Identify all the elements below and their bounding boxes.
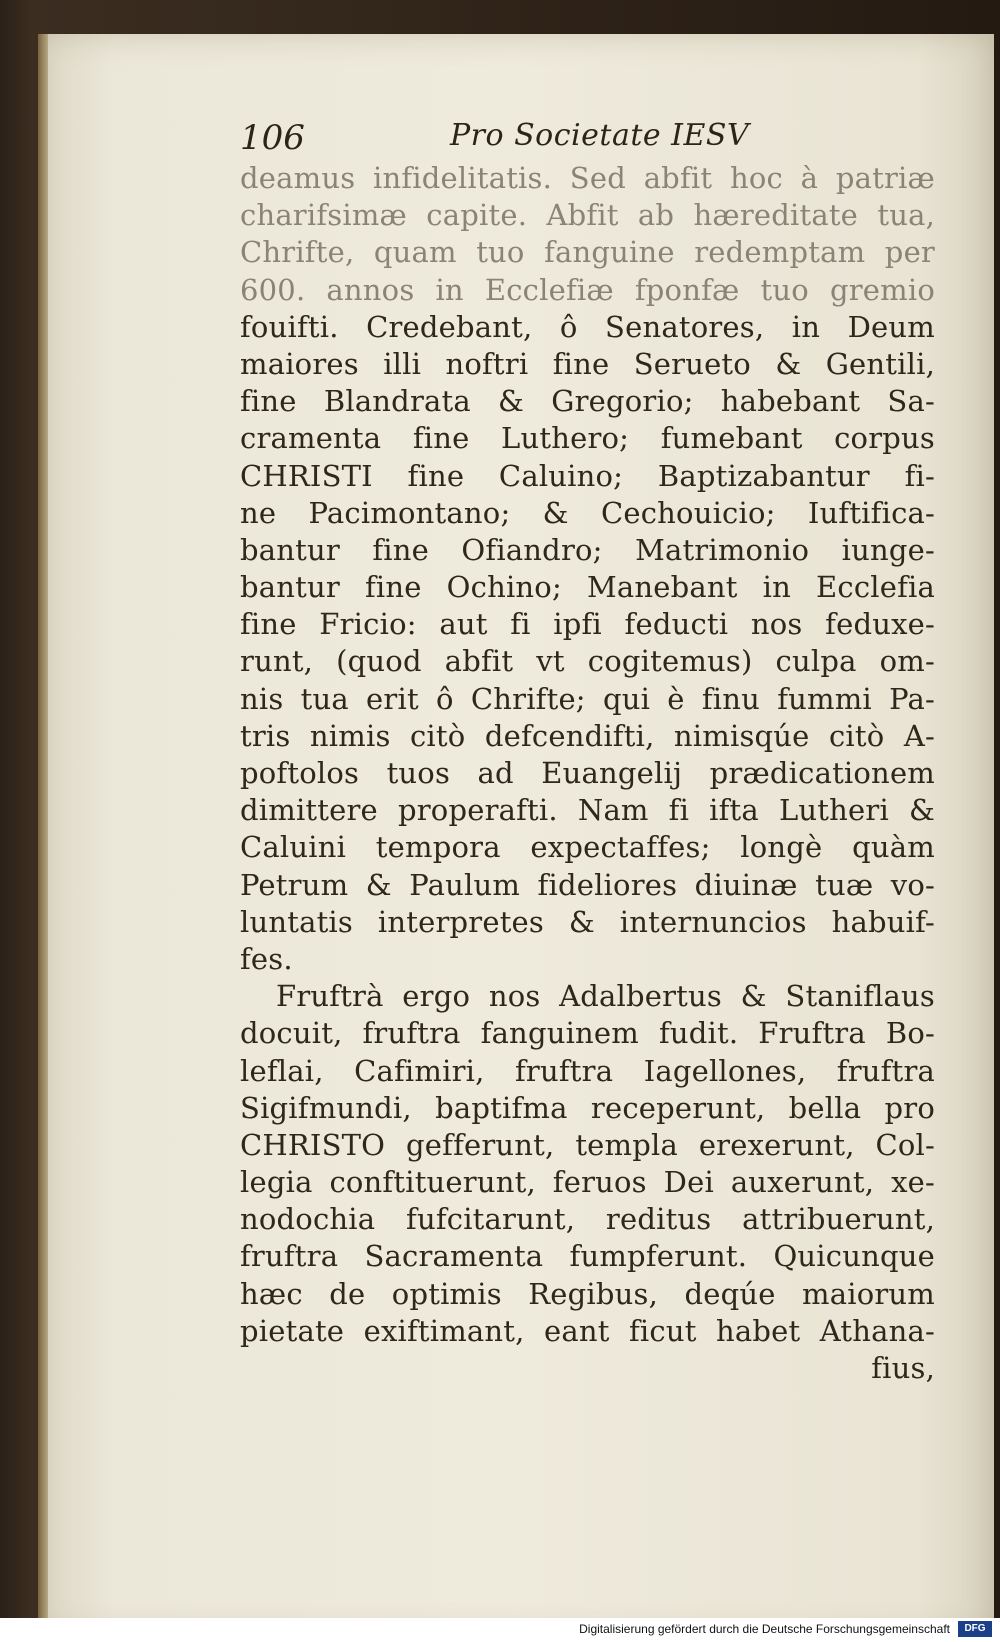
text-line: luntatis interpretes & internuncios habuif- <box>240 904 935 939</box>
text-line: Fruftrà ergo nos Adalbertus & Staniflaus <box>276 979 935 1014</box>
text-line: fruftra Sacramenta fumpferunt. Quicunque <box>240 1239 935 1274</box>
text-line: cramenta fine Luthero; fumebant corpus <box>240 421 935 456</box>
running-head: Pro Societate IESV <box>450 118 750 153</box>
page-number: 106 <box>240 118 305 158</box>
text-line: ne Pacimontano; & Cechouicio; Iuftifica- <box>240 495 935 530</box>
text-line: deamus infidelitatis. Sed abfit hoc à patriæ <box>240 161 935 195</box>
text-line: runt, (quod abfit vt cogitemus) culpa om- <box>240 644 935 679</box>
text-line: Petrum & Paulum fideliores diuinæ tuæ vo- <box>240 867 935 902</box>
text-line: leflai, Cafimiri, fruftra Iagellones, fruftra <box>240 1053 935 1088</box>
body-text <box>240 160 935 1387</box>
page-header <box>240 118 940 158</box>
dfg-logo: DFG <box>958 1621 992 1637</box>
text-line: hæc de optimis Regibus, deqúe maiorum <box>240 1276 935 1311</box>
text-line: CHRISTI fine Caluino; Baptizabantur fi- <box>240 458 935 493</box>
text-line: poftolos tuos ad Euangelij prædicationem <box>240 756 935 790</box>
text-line: docuit, fruftra fanguinem fudit. Fruftra Bo- <box>240 1016 935 1051</box>
text-line: bantur fine Ochino; Manebant in Ecclefia <box>240 570 935 605</box>
text-line: Caluini tempora expectaffes; longè quàm <box>240 830 935 865</box>
text-line: fes. <box>240 941 293 976</box>
text-line: pietate exiftimant, eant ficut habet Athana- <box>240 1313 935 1348</box>
text-line: fine Blandrata & Gregorio; habebant Sa- <box>240 384 935 419</box>
text-line: Chrifte, quam tuo fanguine redemptam per <box>240 235 935 270</box>
text-line: legia conftituerunt, feruos Dei auxerunt, xe- <box>240 1165 935 1200</box>
text-line: dimittere properafti. Nam fi ifta Lutheri & <box>240 793 935 828</box>
digitization-footer <box>0 1618 1000 1642</box>
text-line: Sigifmundi, baptifma receperunt, bella pro <box>240 1090 935 1125</box>
text-line: charifsimæ capite. Abfit ab hæreditate tua, <box>240 198 935 233</box>
text-line: bantur fine Ofiandro; Matrimonio iunge- <box>240 532 935 567</box>
text-line: CHRISTO gefferunt, templa erexerunt, Col- <box>240 1127 935 1162</box>
text-line: nis tua erit ô Chrifte; qui è finu fummi Pa- <box>240 681 935 716</box>
funding-credit: Digitalisierung gefördert durch die Deutsche Forschungsgemeinschaft <box>579 1622 950 1636</box>
catchword: fius, <box>871 1351 935 1385</box>
text-line: fouifti. Credebant, ô Senatores, in Deum <box>240 309 935 344</box>
text-line: tris nimis citò defcendifti, nimisqúe citò A- <box>240 718 935 753</box>
text-line: fine Fricio: aut fi ipfi feducti nos feduxe- <box>240 607 935 642</box>
text-line: 600. annos in Ecclefiæ fponfæ tuo gremio <box>240 272 935 307</box>
text-line: maiores illi noftri fine Serueto & Gentili, <box>240 346 935 381</box>
text-line: nodochia fufcitarunt, reditus attribuerunt, <box>240 1202 935 1237</box>
